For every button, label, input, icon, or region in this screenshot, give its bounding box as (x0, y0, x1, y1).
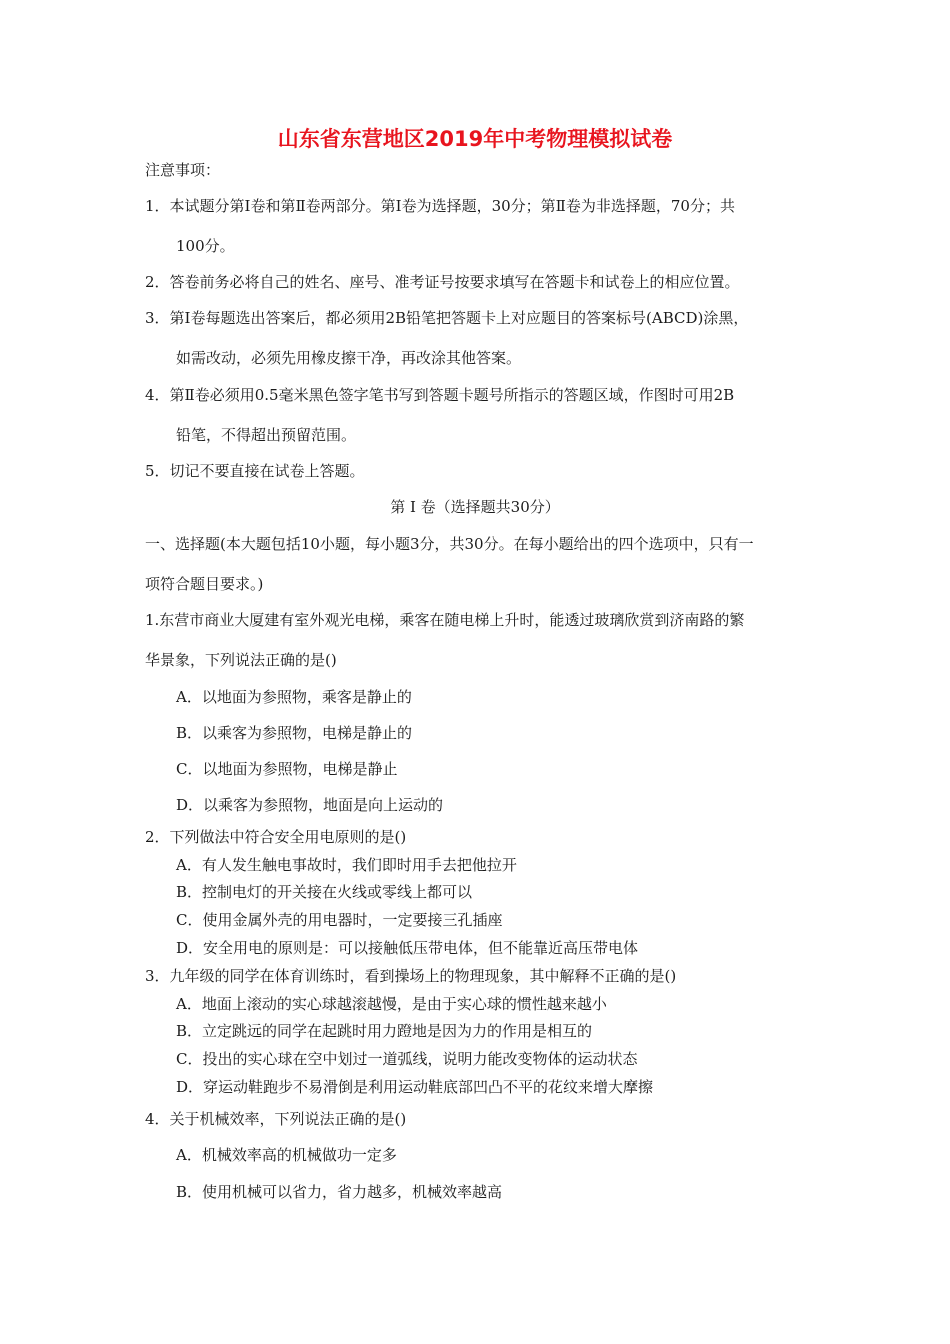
question-3-option-b: B．立定跳远的同学在起跳时用力蹬地是因为力的作用是相互的 (176, 1022, 593, 1040)
question-2-stem: 2．下列做法中符合安全用电原则的是() (145, 828, 407, 846)
question-2-option-c: C．使用金属外壳的用电器时，一定要接三孔插座 (176, 911, 503, 929)
question-1-stem-cont: 华景象，下列说法正确的是() (145, 651, 337, 669)
question-1-option-c: C．以地面为参照物，电梯是静止 (176, 760, 398, 778)
question-4-option-a: A．机械效率高的机械做功一定多 (176, 1146, 397, 1164)
notice-item-3: 3．第Ⅰ卷每题选出答案后，都必须用2B铅笔把答题卡上对应题目的答案标号(ABCD)涂黑， (145, 309, 749, 327)
notice-heading: 注意事项： (145, 161, 221, 179)
question-1-option-d: D．以乘客为参照物，地面是向上运动的 (176, 796, 444, 814)
question-2-option-a: A．有人发生触电事故时，我们即时用手去把他拉开 (176, 856, 517, 874)
question-1-option-a: A．以地面为参照物，乘客是静止的 (176, 688, 412, 706)
question-2-option-d: D．安全用电的原则是：可以接触低压带电体，但不能靠近高压带电体 (176, 939, 639, 957)
question-1-stem: 1.东营市商业大厦建有室外观光电梯，乘客在随电梯上升时，能透过玻璃欣赏到济南路的繁 (145, 611, 745, 629)
question-4-stem: 4．关于机械效率，下列说法正确的是() (145, 1110, 407, 1128)
section-title: 第 Ⅰ 卷（选择题共30分） (390, 498, 560, 516)
notice-item-4-cont: 铅笔，不得超出预留范围。 (176, 426, 357, 444)
question-3-option-d: D．穿运动鞋跑步不易滑倒是利用运动鞋底部凹凸不平的花纹来增大摩擦 (176, 1078, 654, 1096)
part-intro-cont: 项符合题目要求。) (145, 575, 264, 593)
question-3-option-c: C．投出的实心球在空中划过一道弧线，说明力能改变物体的运动状态 (176, 1050, 638, 1068)
question-4-option-b: B．使用机械可以省力，省力越多，机械效率越高 (176, 1183, 503, 1201)
question-3-stem: 3．九年级的同学在体育训练时，看到操场上的物理现象，其中解释不正确的是() (145, 967, 677, 985)
notice-item-4: 4．第Ⅱ卷必须用0.5毫米黑色签字笔书写到答题卡题号所指示的答题区域，作图时可用2B (145, 386, 735, 404)
question-1-option-b: B．以乘客为参照物，电梯是静止的 (176, 724, 413, 742)
notice-item-2: 2．答卷前务必将自己的姓名、座号、准考证号按要求填写在答题卡和试卷上的相应位置。 (145, 273, 740, 291)
notice-item-3-cont: 如需改动，必须先用橡皮擦干净，再改涂其他答案。 (176, 349, 522, 367)
part-intro: 一、选择题(本大题包括10小题，每小题3分，共30分。在每小题给出的四个选项中，只有一 (145, 535, 754, 553)
notice-item-1-cont: 100分。 (176, 237, 235, 255)
question-2-option-b: B．控制电灯的开关接在火线或零线上都可以 (176, 883, 473, 901)
notice-item-5: 5．切记不要直接在试卷上答题。 (145, 462, 365, 480)
question-3-option-a: A．地面上滚动的实心球越滚越慢，是由于实心球的惯性越来越小 (176, 995, 607, 1013)
document-title: 山东省东营地区2019年中考物理模拟试卷 (277, 127, 673, 151)
notice-item-1: 1．本试题分第Ⅰ卷和第Ⅱ卷两部分。第Ⅰ卷为选择题，30分；第Ⅱ卷为非选择题，70分；共 (145, 197, 735, 215)
